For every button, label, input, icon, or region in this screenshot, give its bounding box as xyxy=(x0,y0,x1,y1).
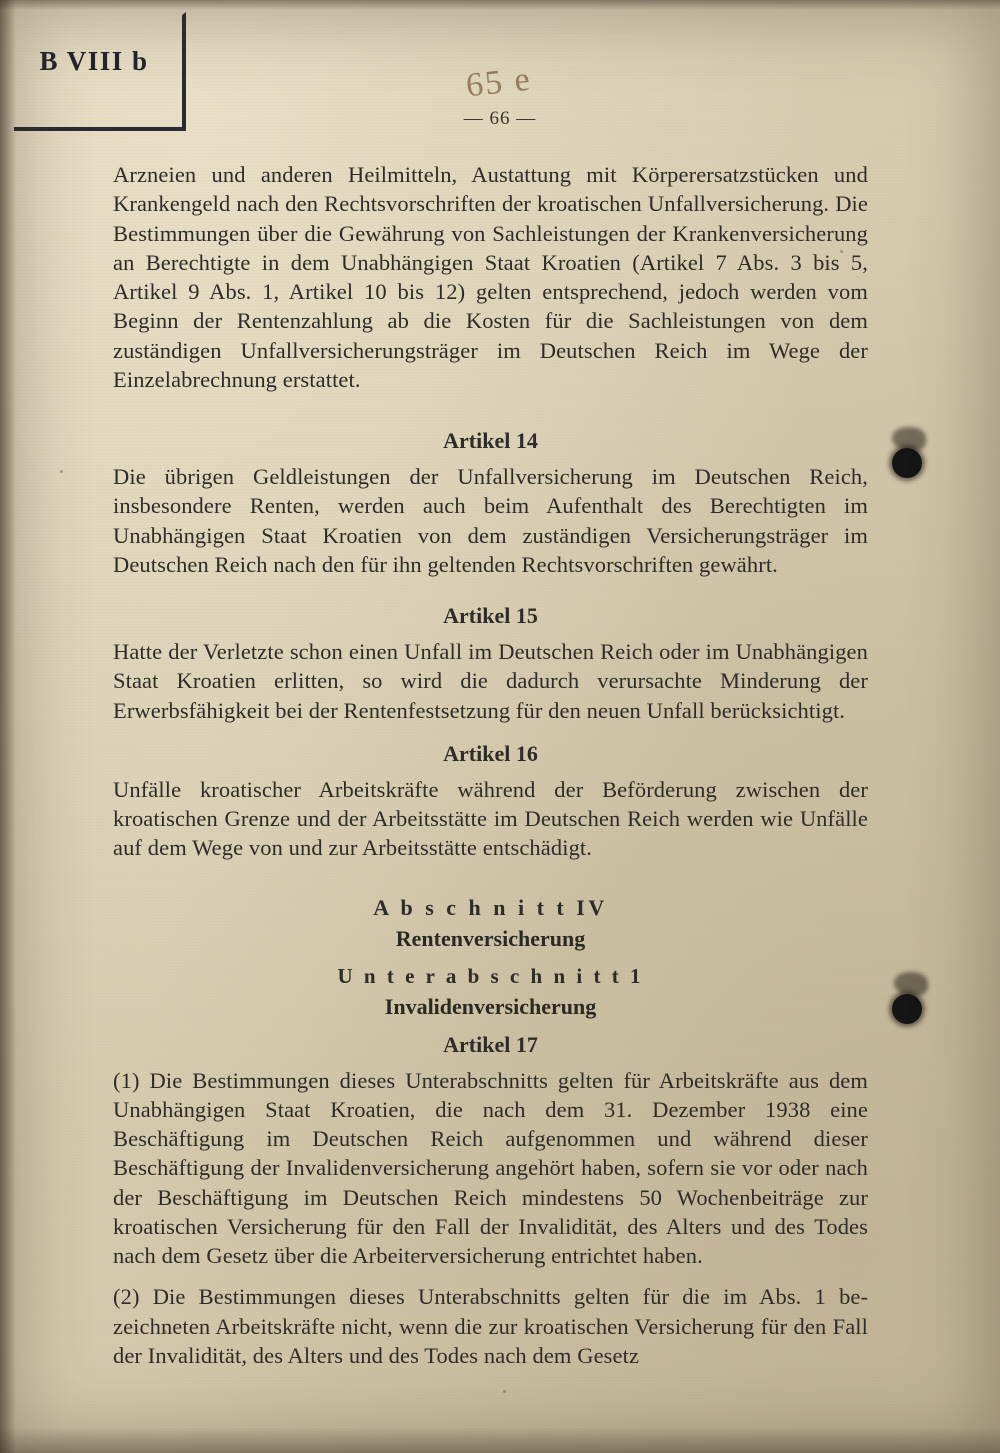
paper-speck xyxy=(840,250,843,253)
scan-edge-bottom xyxy=(0,1427,1000,1453)
heading-artikel-14: Artikel 14 xyxy=(443,428,538,453)
title-invalidenversicherung: Invalidenversicherung xyxy=(384,993,597,1019)
heading-artikel-17: Artikel 17 xyxy=(443,1031,538,1057)
folio-number: — 66 — xyxy=(463,108,537,129)
heading-artikel-16: Artikel 16 xyxy=(443,740,538,766)
paper-speck xyxy=(163,1330,167,1334)
paragraph-artikel-16: Unfälle kroatischer Arbeitskräfte während der Beförderung zwischen der kroatischen Grenze und der Arbeitsstätte im Deutschen Reich werden wie Unfälle auf dem Wege von und zur Arbeitsstätte entschädigt. xyxy=(113,776,868,861)
paragraph-continuation: Arzneien und anderen Heilmitteln, Austattung mit Körperersatzstücken und Krankengeld nach den Rechtsvorschriften der kroatischen Unfallversicherung. Die Bestimmungen über die Gewährung von Sachleistungen der Krankenversicherung an Berechtigte in dem Unabhängigen Staat Kroatien (Artikel 7 Abs. 3 bis 5, Artikel 9 Abs. 1, Artikel 10 bis 12) gelten entsprechend, jedoch werden vom Beginn der Rentenzahlung ab die Kosten für die Sachleistungen von dem zuständigen Unfallversicherungsträger im Deutschen Reich im Wege der Einzelabrechnung erstattet. xyxy=(113,162,868,392)
archive-stamp-label: B VIII b xyxy=(39,45,149,76)
paper-speck xyxy=(503,1390,506,1393)
punch-hole-smudge-bottom xyxy=(894,972,928,996)
paragraph-artikel-14: Die übrigen Geldleistungen der Unfallversicherung im Deutschen Reich, insbesondere Renten, werden auch beim Aufenthalt des Berechtigten im Unabhängigen Staat Kroatien von dem zuständigen Versicherungsträger im Deutschen Reich nach den für ihn geltenden Rechtsvorschriften gewährt. xyxy=(113,464,868,577)
scan-edge-top xyxy=(0,0,1000,10)
page-content xyxy=(113,160,868,1370)
punch-hole-top xyxy=(892,448,922,478)
heading-abschnitt-iv: A b s c h n i t t IV xyxy=(373,894,608,920)
heading-artikel-15: Artikel 15 xyxy=(443,603,538,628)
pencil-annotation: 65 e xyxy=(464,60,534,105)
paragraph-artikel-17-abs-1: (1) Die Bestimmungen dieses Unterabschnitts gelten für Arbeitskräfte aus dem Unabhängigen Staat Kroatien, die nach dem 31. Dezember 1938 eine Beschäftigung im Deutschen Reich aufgenommen und während dieser Beschäftigung der Invalidenversicherung angehört haben, sofern sie vor oder nach der Beschäftigung im Deutschen Reich mindestens 50 Wochenbeiträge zur kroatischen Versicherung für den Fall der Invalidität, des Alters und des Todes nach dem Gesetz über die Arbeiterversicherung entrichtet haben. xyxy=(113,1067,868,1268)
punch-hole-bottom xyxy=(892,994,922,1024)
heading-unterabschnitt-1: U n t e r a b s c h n i t t 1 xyxy=(337,963,644,988)
title-rentenversicherung: Rentenversicherung xyxy=(395,925,586,951)
scan-edge-left xyxy=(0,0,16,1453)
paragraph-artikel-17-abs-2: (2) Die Bestimmungen dieses Unterabschnitts gelten für die im Abs. 1 bezeichneten Arbeitskräfte nicht, wenn die zur kroatischen Versicherung für den Fall der Invalidität, des Alters und des Todes nach dem Gesetz xyxy=(113,1284,868,1368)
paper-speck xyxy=(60,470,63,473)
paragraph-artikel-15: Hatte der Verletzte schon einen Unfall im Deutschen Reich oder im Unabhängigen Staat Kroatien erlitten, so wird die dadurch verursachte Minderung der Erwerbsfähigkeit bei der Rentenfestsetzung für den neuen Unfall berücksichtigt. xyxy=(113,639,868,723)
